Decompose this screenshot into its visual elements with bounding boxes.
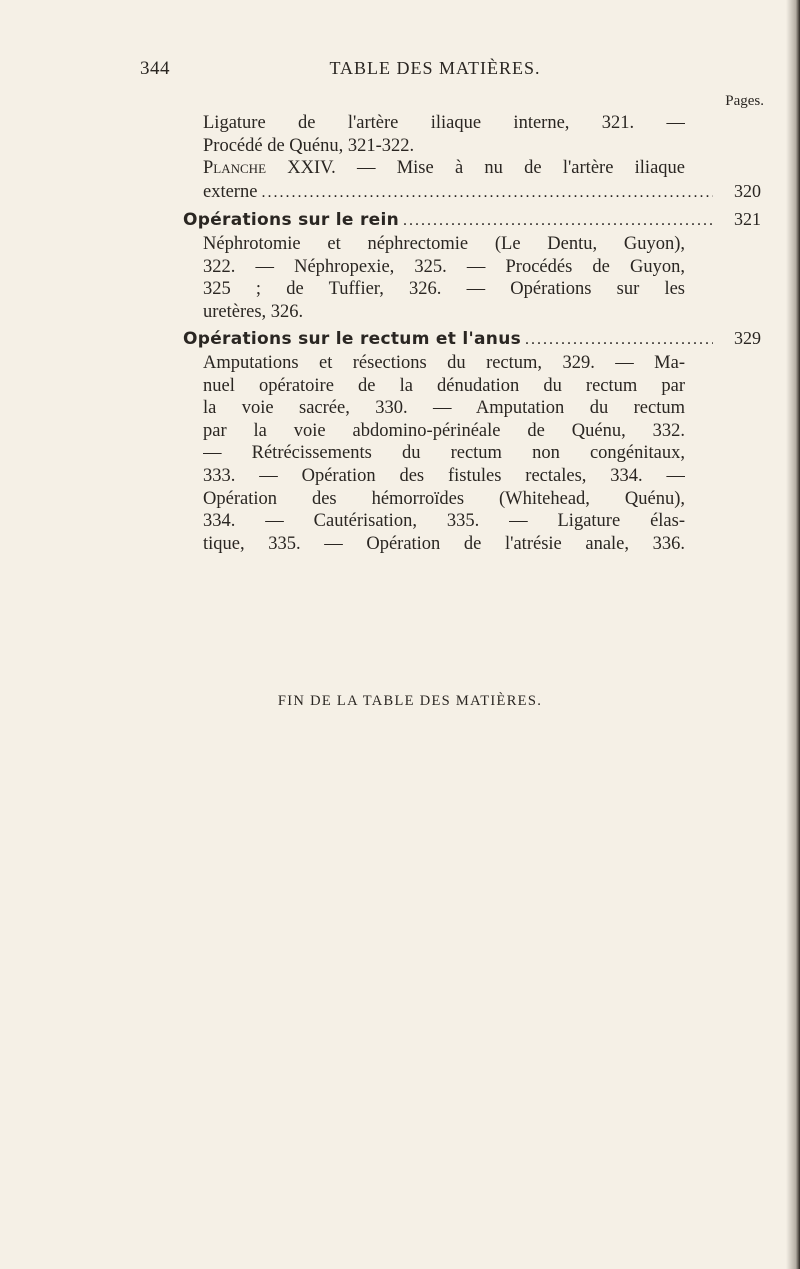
toc-intro-block [183, 112, 761, 157]
page-edge-shadow [786, 0, 800, 1269]
toc-text-line: Amputations et résections du rectum, 329. — Ma- [203, 352, 685, 373]
toc-dotted-row [183, 180, 761, 205]
toc-text-line: nuel opératoire de la dénudation du rectum par [203, 375, 685, 396]
toc-page-ref: 320 [734, 180, 761, 201]
page-number: 344 [140, 58, 170, 79]
pages-column-label: Pages. [725, 93, 764, 109]
toc-text-line: la voie sacrée, 330. — Amputation du rectum [203, 398, 685, 419]
section-summary [183, 233, 685, 323]
toc-text-line: par la voie abdomino-périnéale de Quénu, 332. [203, 420, 685, 441]
planche-description: XXIV. — Mise à nu de l'artère iliaque [266, 158, 685, 179]
toc-text-line [203, 157, 685, 180]
planche-label: Planche [203, 158, 267, 179]
running-header [140, 58, 710, 86]
toc-text-line: Néphrotomie et néphrectomie (Le Dentu, Guyon), [203, 233, 685, 254]
toc-text-line: — Rétrécissements du rectum non congénitaux, [203, 443, 685, 464]
leader-dots [261, 182, 713, 205]
planche-description-end: externe [203, 181, 258, 202]
toc-text-line: tique, 335. — Opération de l'atrésie anale, 336. [203, 533, 685, 554]
running-title: TABLE DES MATIÈRES. [329, 58, 541, 78]
toc-section-heading [183, 208, 761, 233]
leader-dots [403, 210, 713, 233]
section-summary [183, 352, 685, 555]
toc-text-line: 334. — Cautérisation, 335. — Ligature élas- [203, 511, 685, 532]
toc-text-line: Procédé de Quénu, 321-322. [203, 135, 415, 156]
toc-text-line: Ligature de l'artère iliaque interne, 321. — [203, 113, 685, 133]
section-title: Opérations sur le rein [183, 210, 400, 231]
toc-page-ref: 321 [734, 209, 761, 230]
toc-page-ref: 329 [734, 328, 761, 349]
toc-text-line: 333. — Opération des fistules rectales, 334. — [203, 465, 685, 486]
toc-section-rectum [183, 327, 761, 555]
leader-dots [525, 329, 713, 352]
toc-section-heading [183, 327, 761, 352]
toc-text-line: uretères, 326. [203, 301, 304, 322]
toc-planche-entry [183, 157, 761, 204]
section-title: Opérations sur le rectum et l'anus [183, 329, 522, 350]
end-of-table-note: FIN DE LA TABLE DES MATIÈRES. [277, 693, 543, 709]
toc-section-rein [183, 208, 761, 323]
toc-text-line: 322. — Néphropexie, 325. — Procédés de Guyon, [203, 256, 685, 277]
toc-text-line: Opération des hémorroïdes (Whitehead, Quénu), [203, 488, 685, 509]
table-of-contents [183, 112, 761, 555]
toc-text-line: 325 ; de Tuffier, 326. — Opérations sur les [203, 279, 685, 300]
